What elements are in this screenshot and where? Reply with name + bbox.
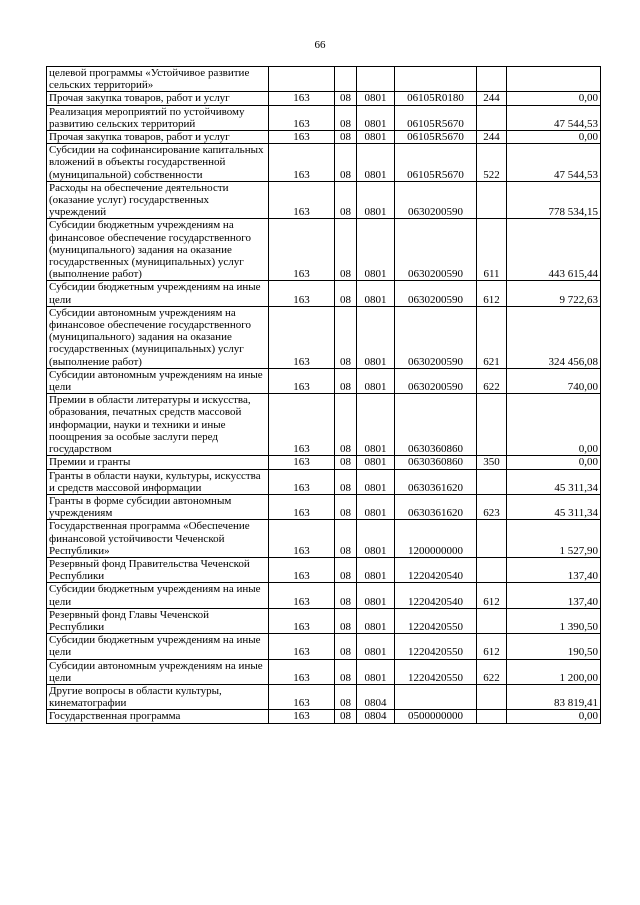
row-section-code: 08 [335, 144, 357, 182]
table-row [47, 608, 601, 633]
row-target-item-code: 0630200590 [395, 219, 477, 281]
table-row [47, 583, 601, 608]
row-amount: 778 534,15 [507, 181, 601, 219]
row-amount [507, 67, 601, 92]
row-amount: 83 819,41 [507, 684, 601, 709]
row-ved-code: 163 [269, 219, 335, 281]
row-section-code: 08 [335, 368, 357, 393]
row-ved-code: 163 [269, 131, 335, 144]
row-amount: 0,00 [507, 92, 601, 105]
row-name: Субсидии автономным учреждениям на финансовое обеспечение государственного (муниципального) задания на оказание государственных (муниципальных) услуг (выполнение работ) [47, 306, 269, 368]
row-expense-type-code: 522 [477, 144, 507, 182]
row-section-code: 08 [335, 456, 357, 469]
row-expense-type-code: 612 [477, 281, 507, 306]
row-expense-type-code [477, 684, 507, 709]
table-row [47, 520, 601, 558]
row-ved-code: 163 [269, 281, 335, 306]
row-expense-type-code [477, 469, 507, 494]
row-subsection-code: 0801 [357, 306, 395, 368]
table-row [47, 456, 601, 469]
row-name: Прочая закупка товаров, работ и услуг [47, 92, 269, 105]
row-subsection-code: 0801 [357, 181, 395, 219]
row-ved-code: 163 [269, 144, 335, 182]
row-section-code: 08 [335, 181, 357, 219]
row-target-item-code [395, 684, 477, 709]
row-expense-type-code: 612 [477, 634, 507, 659]
row-amount: 1 527,90 [507, 520, 601, 558]
row-name: целевой программы «Устойчивое развитие сельских территорий» [47, 67, 269, 92]
row-amount: 0,00 [507, 456, 601, 469]
row-expense-type-code: 623 [477, 494, 507, 519]
row-expense-type-code [477, 608, 507, 633]
row-name: Субсидии бюджетным учреждениям на финансовое обеспечение государственного (муниципального) задания на оказание государственных (муниципальных) услуг (выполнение работ) [47, 219, 269, 281]
row-subsection-code: 0801 [357, 394, 395, 456]
table-row [47, 684, 601, 709]
row-subsection-code: 0801 [357, 281, 395, 306]
row-name: Субсидии бюджетным учреждениям на иные цели [47, 281, 269, 306]
row-ved-code: 163 [269, 306, 335, 368]
row-expense-type-code: 611 [477, 219, 507, 281]
row-ved-code: 163 [269, 684, 335, 709]
row-target-item-code: 0500000000 [395, 710, 477, 723]
row-amount: 47 544,53 [507, 105, 601, 130]
row-name: Субсидии бюджетным учреждениям на иные цели [47, 583, 269, 608]
table-body [47, 67, 601, 724]
row-subsection-code: 0801 [357, 469, 395, 494]
row-name: Прочая закупка товаров, работ и услуг [47, 131, 269, 144]
row-expense-type-code: 612 [477, 583, 507, 608]
row-amount: 137,40 [507, 557, 601, 582]
row-ved-code: 163 [269, 494, 335, 519]
table-row [47, 368, 601, 393]
row-amount: 1 200,00 [507, 659, 601, 684]
row-target-item-code: 06105R5670 [395, 144, 477, 182]
row-section-code: 08 [335, 684, 357, 709]
row-target-item-code: 0630200590 [395, 281, 477, 306]
row-section-code: 08 [335, 608, 357, 633]
row-target-item-code: 06105R5670 [395, 105, 477, 130]
row-subsection-code: 0801 [357, 557, 395, 582]
table-row [47, 469, 601, 494]
row-target-item-code: 0630200590 [395, 181, 477, 219]
row-ved-code: 163 [269, 608, 335, 633]
row-expense-type-code: 621 [477, 306, 507, 368]
row-expense-type-code: 244 [477, 131, 507, 144]
table-row [47, 131, 601, 144]
row-expense-type-code: 244 [477, 92, 507, 105]
row-amount: 0,00 [507, 131, 601, 144]
row-expense-type-code: 622 [477, 368, 507, 393]
row-name: Субсидии на софинансирование капитальных вложений в объекты государственной (муниципальной) собственности [47, 144, 269, 182]
table-row [47, 67, 601, 92]
budget-table [46, 66, 601, 724]
table-row [47, 92, 601, 105]
row-expense-type-code [477, 67, 507, 92]
row-ved-code: 163 [269, 181, 335, 219]
row-name: Резервный фонд Правительства Чеченской Республики [47, 557, 269, 582]
row-section-code: 08 [335, 557, 357, 582]
row-name: Премии в области литературы и искусства, образования, печатных средств массовой информации, науки и техники и иные поощрения за особые заслуги перед государством [47, 394, 269, 456]
row-target-item-code: 1220420540 [395, 583, 477, 608]
row-subsection-code: 0801 [357, 144, 395, 182]
row-amount: 9 722,63 [507, 281, 601, 306]
row-target-item-code: 06105R5670 [395, 131, 477, 144]
row-amount: 45 311,34 [507, 494, 601, 519]
row-ved-code: 163 [269, 659, 335, 684]
row-amount: 443 615,44 [507, 219, 601, 281]
row-subsection-code: 0801 [357, 520, 395, 558]
table-row [47, 394, 601, 456]
row-name: Другие вопросы в области культуры, кинематографии [47, 684, 269, 709]
row-subsection-code: 0801 [357, 105, 395, 130]
row-target-item-code: 06105R0180 [395, 92, 477, 105]
table-row [47, 634, 601, 659]
row-name: Субсидии бюджетным учреждениям на иные цели [47, 634, 269, 659]
row-amount: 190,50 [507, 634, 601, 659]
row-amount: 47 544,53 [507, 144, 601, 182]
row-section-code: 08 [335, 281, 357, 306]
row-section-code: 08 [335, 710, 357, 723]
row-amount: 0,00 [507, 710, 601, 723]
row-amount: 740,00 [507, 368, 601, 393]
row-ved-code: 163 [269, 583, 335, 608]
table-row [47, 144, 601, 182]
row-expense-type-code: 622 [477, 659, 507, 684]
row-subsection-code: 0804 [357, 710, 395, 723]
row-section-code: 08 [335, 659, 357, 684]
row-subsection-code: 0801 [357, 456, 395, 469]
row-name: Субсидии автономным учреждениям на иные цели [47, 368, 269, 393]
row-expense-type-code [477, 394, 507, 456]
row-ved-code: 163 [269, 634, 335, 659]
row-target-item-code: 0630360860 [395, 456, 477, 469]
row-target-item-code: 0630361620 [395, 469, 477, 494]
table-row [47, 181, 601, 219]
row-target-item-code: 1220420550 [395, 659, 477, 684]
table-row [47, 659, 601, 684]
row-name: Премии и гранты [47, 456, 269, 469]
row-target-item-code: 1220420540 [395, 557, 477, 582]
row-target-item-code: 0630360860 [395, 394, 477, 456]
row-section-code: 08 [335, 306, 357, 368]
row-subsection-code: 0801 [357, 131, 395, 144]
row-amount: 0,00 [507, 394, 601, 456]
row-expense-type-code [477, 557, 507, 582]
row-section-code: 08 [335, 92, 357, 105]
row-section-code: 08 [335, 583, 357, 608]
table-row [47, 557, 601, 582]
row-subsection-code: 0801 [357, 583, 395, 608]
row-expense-type-code [477, 181, 507, 219]
table-row [47, 306, 601, 368]
table-row [47, 281, 601, 306]
page-number: 66 [314, 39, 326, 51]
row-name: Государственная программа «Обеспечение финансовой устойчивости Чеченской Республики» [47, 520, 269, 558]
row-section-code: 08 [335, 394, 357, 456]
row-section-code: 08 [335, 219, 357, 281]
row-target-item-code: 1200000000 [395, 520, 477, 558]
row-name: Реализация мероприятий по устойчивому развитию сельских территорий [47, 105, 269, 130]
row-expense-type-code [477, 520, 507, 558]
row-section-code [335, 67, 357, 92]
row-subsection-code [357, 67, 395, 92]
row-section-code: 08 [335, 469, 357, 494]
row-section-code: 08 [335, 520, 357, 558]
row-subsection-code: 0801 [357, 92, 395, 105]
row-ved-code: 163 [269, 368, 335, 393]
row-amount: 137,40 [507, 583, 601, 608]
row-ved-code: 163 [269, 105, 335, 130]
row-target-item-code: 0630361620 [395, 494, 477, 519]
row-target-item-code: 1220420550 [395, 608, 477, 633]
row-ved-code: 163 [269, 394, 335, 456]
row-target-item-code: 0630200590 [395, 306, 477, 368]
row-name: Субсидии автономным учреждениям на иные цели [47, 659, 269, 684]
row-name: Расходы на обеспечение деятельности (оказание услуг) государственных учреждений [47, 181, 269, 219]
row-section-code: 08 [335, 494, 357, 519]
row-amount: 1 390,50 [507, 608, 601, 633]
row-section-code: 08 [335, 105, 357, 130]
row-name: Резервный фонд Главы Чеченской Республики [47, 608, 269, 633]
row-section-code: 08 [335, 131, 357, 144]
table-row [47, 105, 601, 130]
row-ved-code [269, 67, 335, 92]
row-subsection-code: 0801 [357, 608, 395, 633]
row-amount: 324 456,08 [507, 306, 601, 368]
row-target-item-code: 0630200590 [395, 368, 477, 393]
row-subsection-code: 0801 [357, 659, 395, 684]
row-ved-code: 163 [269, 710, 335, 723]
row-name: Государственная программа [47, 710, 269, 723]
row-ved-code: 163 [269, 456, 335, 469]
table-row [47, 710, 601, 723]
table-row [47, 219, 601, 281]
row-ved-code: 163 [269, 557, 335, 582]
row-expense-type-code: 350 [477, 456, 507, 469]
row-target-item-code: 1220420550 [395, 634, 477, 659]
row-subsection-code: 0801 [357, 634, 395, 659]
row-subsection-code: 0801 [357, 219, 395, 281]
row-section-code: 08 [335, 634, 357, 659]
row-target-item-code [395, 67, 477, 92]
row-ved-code: 163 [269, 520, 335, 558]
row-subsection-code: 0801 [357, 368, 395, 393]
row-subsection-code: 0804 [357, 684, 395, 709]
row-ved-code: 163 [269, 92, 335, 105]
row-expense-type-code [477, 710, 507, 723]
table-row [47, 494, 601, 519]
row-amount: 45 311,34 [507, 469, 601, 494]
row-expense-type-code [477, 105, 507, 130]
row-subsection-code: 0801 [357, 494, 395, 519]
row-name: Гранты в области науки, культуры, искусства и средств массовой информации [47, 469, 269, 494]
row-name: Гранты в форме субсидии автономным учреждениям [47, 494, 269, 519]
row-ved-code: 163 [269, 469, 335, 494]
